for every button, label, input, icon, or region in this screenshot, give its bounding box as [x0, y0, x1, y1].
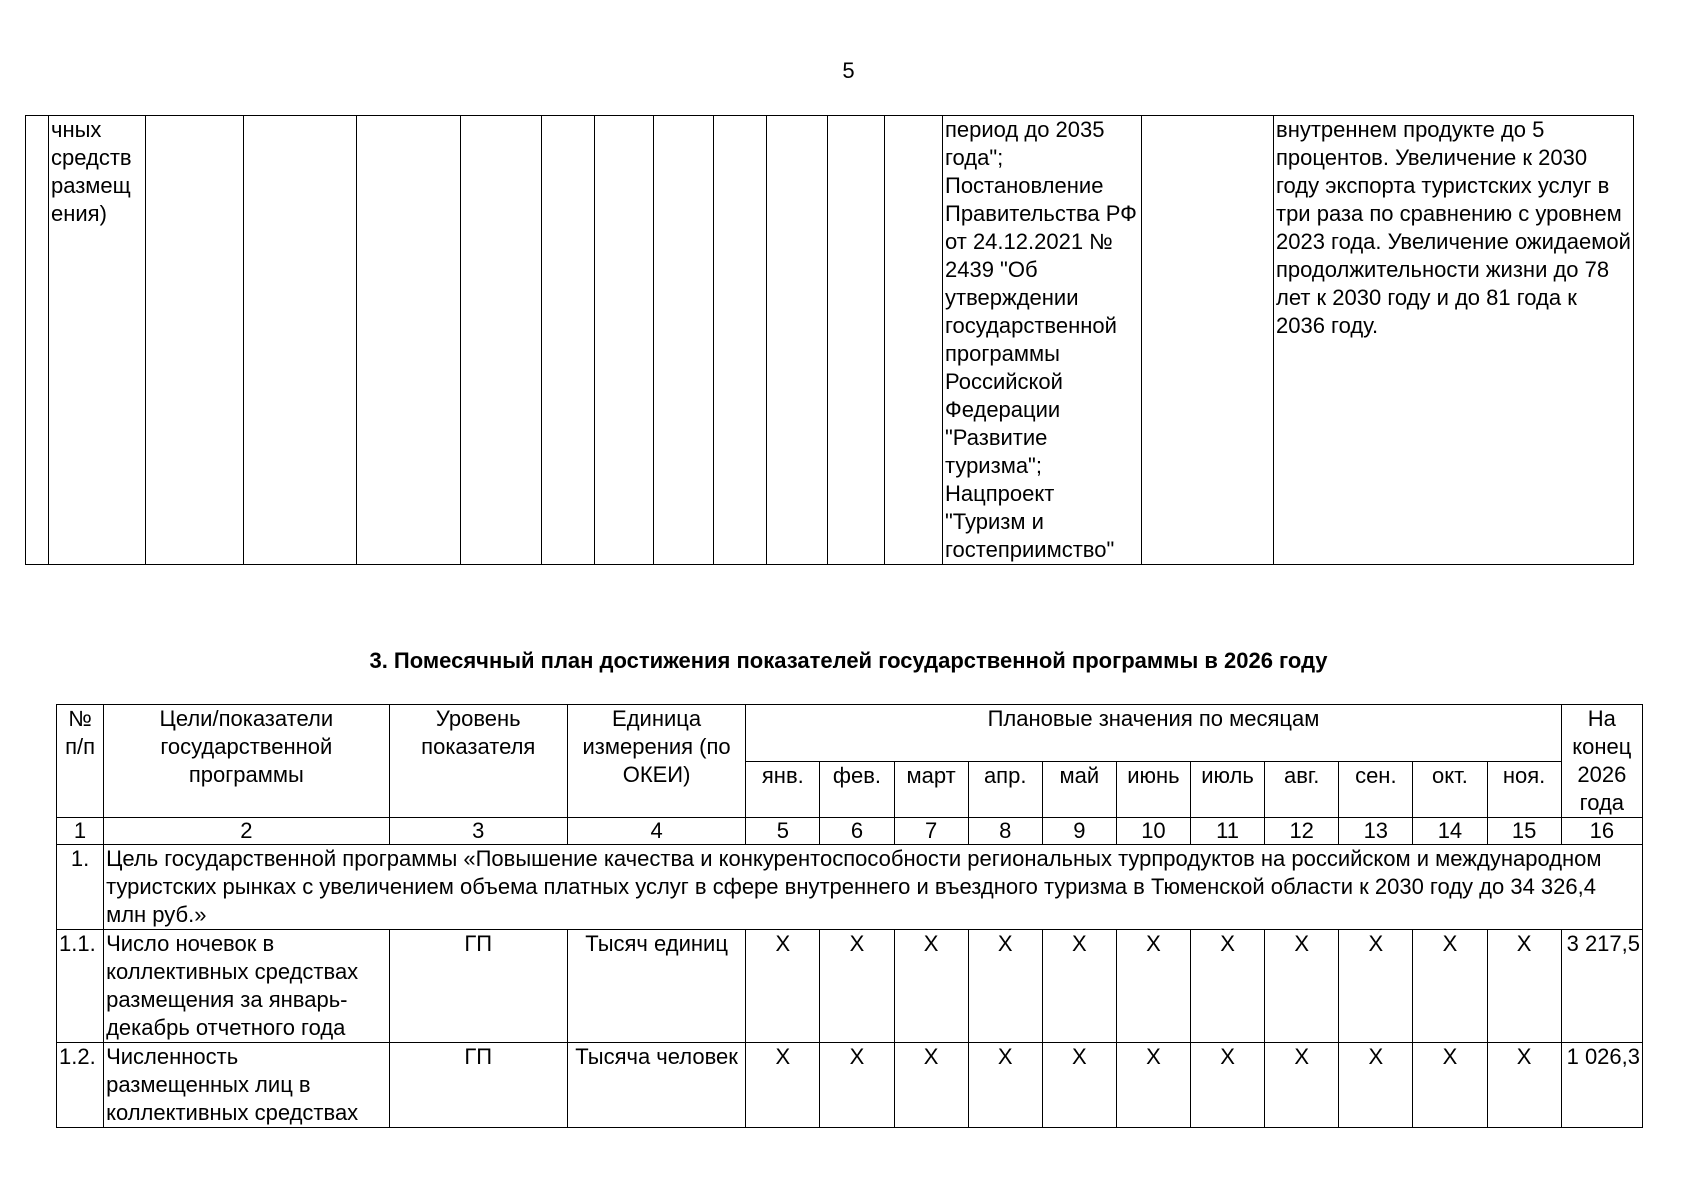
- goal-num: 1.: [57, 845, 104, 930]
- row-end-value: 1 026,3: [1561, 1043, 1642, 1128]
- row-level: ГП: [389, 930, 567, 1043]
- row-month-value: X: [1191, 1043, 1265, 1128]
- column-number: 8: [968, 818, 1042, 845]
- month-header: янв.: [746, 761, 820, 818]
- row-month-value: X: [968, 1043, 1042, 1128]
- row-month-value: X: [1487, 1043, 1561, 1128]
- column-number: 12: [1265, 818, 1339, 845]
- month-header: фев.: [820, 761, 894, 818]
- month-header: июль: [1191, 761, 1265, 818]
- month-header: сен.: [1339, 761, 1413, 818]
- row-month-value: X: [1487, 930, 1561, 1043]
- row-month-value: X: [746, 930, 820, 1043]
- row-month-value: X: [1265, 1043, 1339, 1128]
- row-month-value: X: [1191, 930, 1265, 1043]
- row-month-value: X: [1339, 930, 1413, 1043]
- row-name: Численность размещенных лиц в коллективных средствах: [104, 1043, 390, 1128]
- header-row: [57, 705, 1643, 762]
- table-cell: [714, 116, 767, 565]
- header-level: Уровень показателя: [389, 705, 567, 818]
- table-cell: [767, 116, 828, 565]
- table-cell: [357, 116, 461, 565]
- column-number: 6: [820, 818, 894, 845]
- goal-row: [57, 845, 1643, 930]
- monthly-plan-table: [56, 704, 1643, 1128]
- row-month-value: X: [1339, 1043, 1413, 1128]
- column-number: 7: [894, 818, 968, 845]
- row-month-value: X: [1413, 930, 1487, 1043]
- row-month-value: X: [1042, 930, 1116, 1043]
- column-number: 13: [1339, 818, 1413, 845]
- row-name: Число ночевок в коллективных средствах размещения за январь-декабрь отчетного года: [104, 930, 390, 1043]
- header-goals: Цели/показатели государственной программы: [104, 705, 390, 818]
- table-cell: [654, 116, 714, 565]
- goal-text: Цель государственной программы «Повышение качества и конкурентоспособности региональных турпродуктов на российском и международном туристских рынках с увеличением объема платных услуг в сфере внутреннего и въездного туризма в Тюменской области к 2030 году до 34 326,4 млн руб.»: [104, 845, 1643, 930]
- row-month-value: X: [1042, 1043, 1116, 1128]
- month-header: март: [894, 761, 968, 818]
- row-month-value: X: [820, 930, 894, 1043]
- table-row: [57, 930, 1643, 1043]
- row-end-value: 3 217,5: [1561, 930, 1642, 1043]
- page-number: 5: [842, 58, 855, 83]
- month-header: май: [1042, 761, 1116, 818]
- row-month-value: X: [746, 1043, 820, 1128]
- table-cell: [595, 116, 654, 565]
- column-number: 11: [1191, 818, 1265, 845]
- column-number: 15: [1487, 818, 1561, 845]
- month-header: ноя.: [1487, 761, 1561, 818]
- row-unit: Тысяч единиц: [567, 930, 745, 1043]
- row-num: 1.2.: [57, 1043, 104, 1128]
- column-number: 5: [746, 818, 820, 845]
- continued-table: [25, 115, 1634, 565]
- row-level: ГП: [389, 1043, 567, 1128]
- row-month-value: X: [894, 1043, 968, 1128]
- month-header: июнь: [1116, 761, 1190, 818]
- column-number: 16: [1561, 818, 1642, 845]
- header-monthly: Плановые значения по месяцам: [746, 705, 1561, 762]
- header-num: № п/п: [57, 705, 104, 818]
- month-header: авг.: [1265, 761, 1339, 818]
- column-number: 3: [389, 818, 567, 845]
- row-month-value: X: [820, 1043, 894, 1128]
- header-unit: Единица измерения (по ОКЕИ): [567, 705, 745, 818]
- row-month-value: X: [968, 930, 1042, 1043]
- month-header: окт.: [1413, 761, 1487, 818]
- table-row: [57, 1043, 1643, 1128]
- table-cell: [1142, 116, 1274, 565]
- table-cell: [885, 116, 943, 565]
- table-cell: [461, 116, 542, 565]
- table-cell: [26, 116, 49, 565]
- table-cell: внутреннем продукте до 5 процентов. Увеличение к 2030 году экспорта туристских услуг в три раза по сравнению с уровнем 2023 года. Увеличение ожидаемой продолжительности жизни до 78 лет к 2030 году и до 81 года к 2036 году.: [1274, 116, 1634, 565]
- table-cell: период до 2035 года"; Постановление Правительства РФ от 24.12.2021 № 2439 "Об утверждении государственной программы Российской Федерации "Развитие туризма"; Нацпроект "Туризм и гостеприимство": [943, 116, 1142, 565]
- table-cell: [244, 116, 357, 565]
- row-month-value: X: [1265, 930, 1339, 1043]
- column-number: 4: [567, 818, 745, 845]
- table-cell: [828, 116, 885, 565]
- column-number: 2: [104, 818, 390, 845]
- row-month-value: X: [1116, 1043, 1190, 1128]
- section-heading: 3. Помесячный план достижения показателей государственной программы в 2026 году: [369, 648, 1328, 673]
- row-month-value: X: [894, 930, 968, 1043]
- table-cell: [542, 116, 595, 565]
- header-end: На конец 2026 года: [1561, 705, 1642, 818]
- column-number: 1: [57, 818, 104, 845]
- row-month-value: X: [1116, 930, 1190, 1043]
- column-numbers-row: [57, 818, 1643, 845]
- table-cell: чных средств размещ ения): [49, 116, 146, 565]
- row-unit: Тысяча человек: [567, 1043, 745, 1128]
- row-num: 1.1.: [57, 930, 104, 1043]
- table-cell: [146, 116, 244, 565]
- row-month-value: X: [1413, 1043, 1487, 1128]
- column-number: 14: [1413, 818, 1487, 845]
- column-number: 9: [1042, 818, 1116, 845]
- month-header: апр.: [968, 761, 1042, 818]
- table-row: [26, 116, 1634, 565]
- column-number: 10: [1116, 818, 1190, 845]
